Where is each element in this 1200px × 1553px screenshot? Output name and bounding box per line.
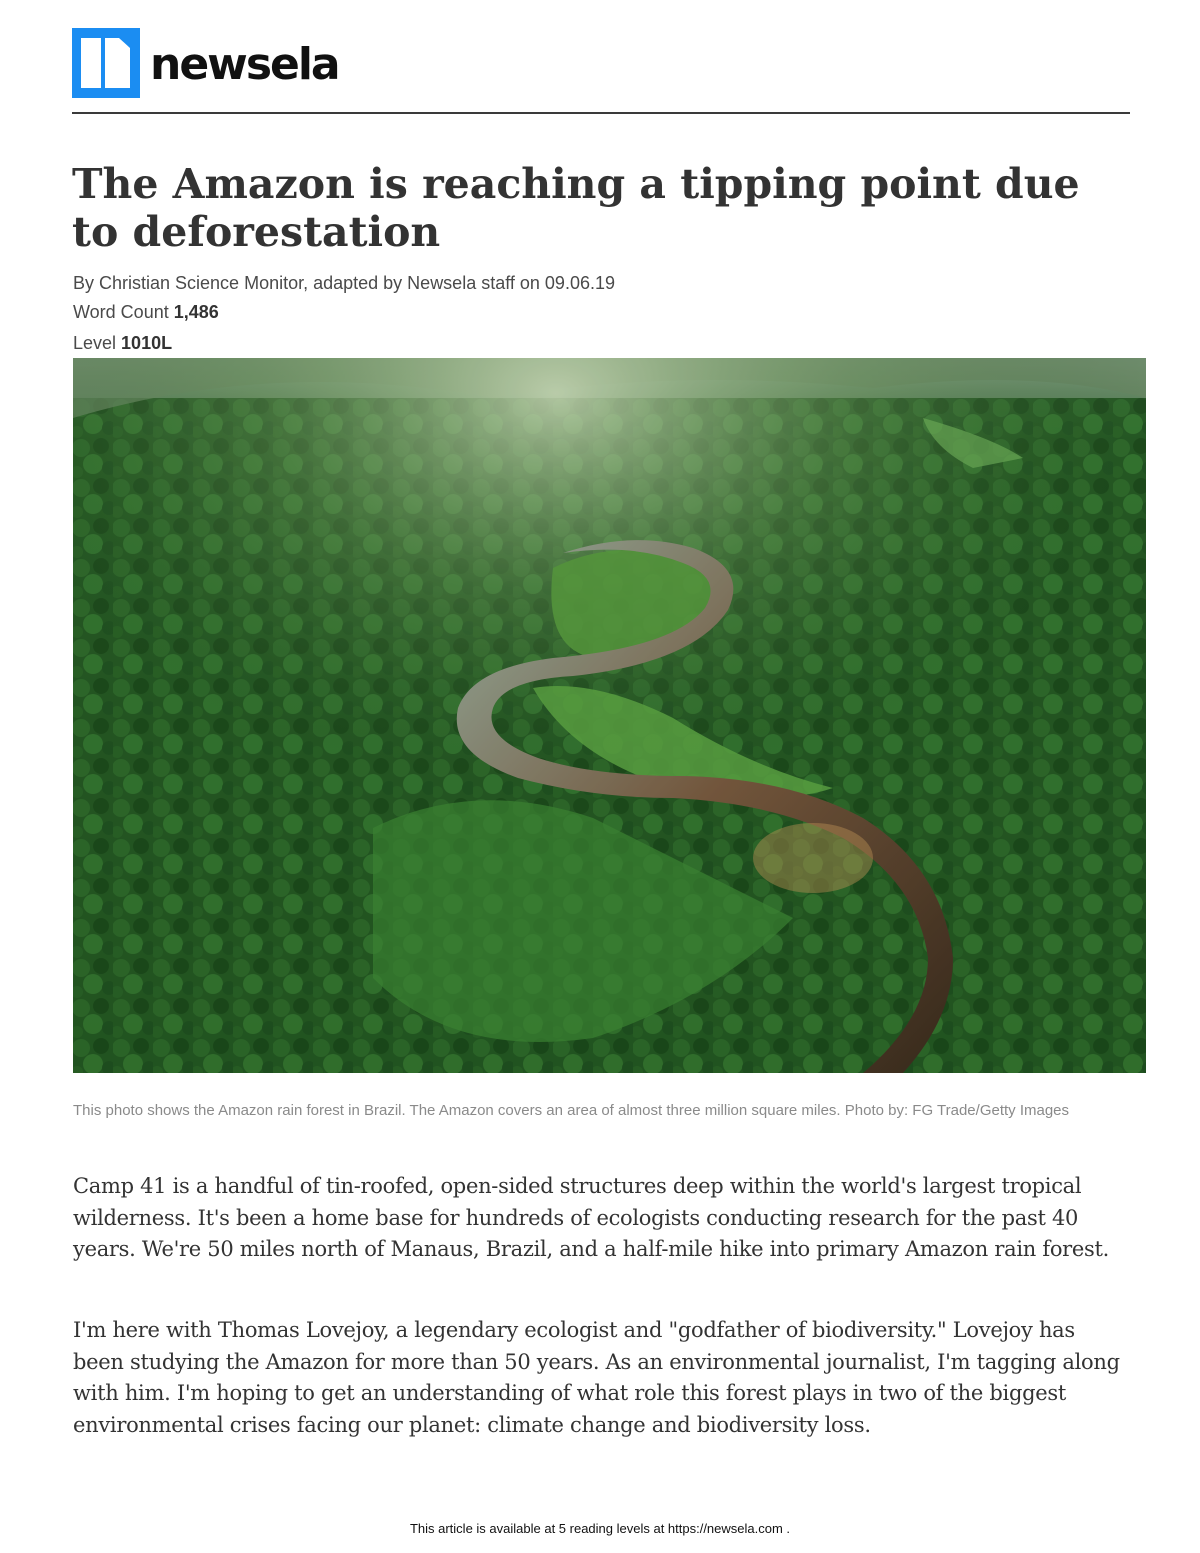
page-footer: This article is available at 5 reading levels at https://newsela.com . (409, 1521, 791, 1536)
header-divider (72, 112, 1130, 114)
amazon-river-photo (73, 358, 1146, 1073)
article-byline: By Christian Science Monitor, adapted by Newsela staff on 09.06.19 (73, 273, 615, 293)
newsela-logo-icon (72, 28, 140, 98)
word-count-label: Word Count (73, 302, 169, 322)
article-paragraph: I'm here with Thomas Lovejoy, a legendary ecologist and "godfather of biodiversity." Lovejoy has been studying the Amazon for more than 50 years. As an environmental journalist, I'm tagging along with him. I'm hoping to get an understanding of what role this forest plays in two of the biggest environmental crises facing our planet: climate change and biodiversity loss. (73, 1318, 1120, 1437)
word-count-value: 1,486 (173, 302, 219, 322)
logo-wordmark: newsela (150, 39, 339, 90)
reading-level (73, 332, 172, 354)
article-paragraph: Camp 41 is a handful of tin-roofed, open-sided structures deep within the world's largest tropical wilderness. It's been a home base for hundreds of ecologists conducting research for the past 40 years. We're 50 miles north of Manaus, Brazil, and a half-mile hike into primary Amazon rain forest. (73, 1174, 1110, 1261)
reading-level-value: 1010L (121, 333, 173, 353)
article-title: The Amazon is reaching a tipping point due to deforestation (72, 160, 1080, 256)
reading-level-label: Level (73, 333, 117, 353)
photo-caption: This photo shows the Amazon rain forest in Brazil. The Amazon covers an area of almost three million square miles. Photo by: FG Trade/Getty Images (73, 1102, 1070, 1119)
article-photo (73, 358, 1146, 1073)
newsela-logo (72, 28, 339, 98)
word-count (73, 301, 219, 323)
